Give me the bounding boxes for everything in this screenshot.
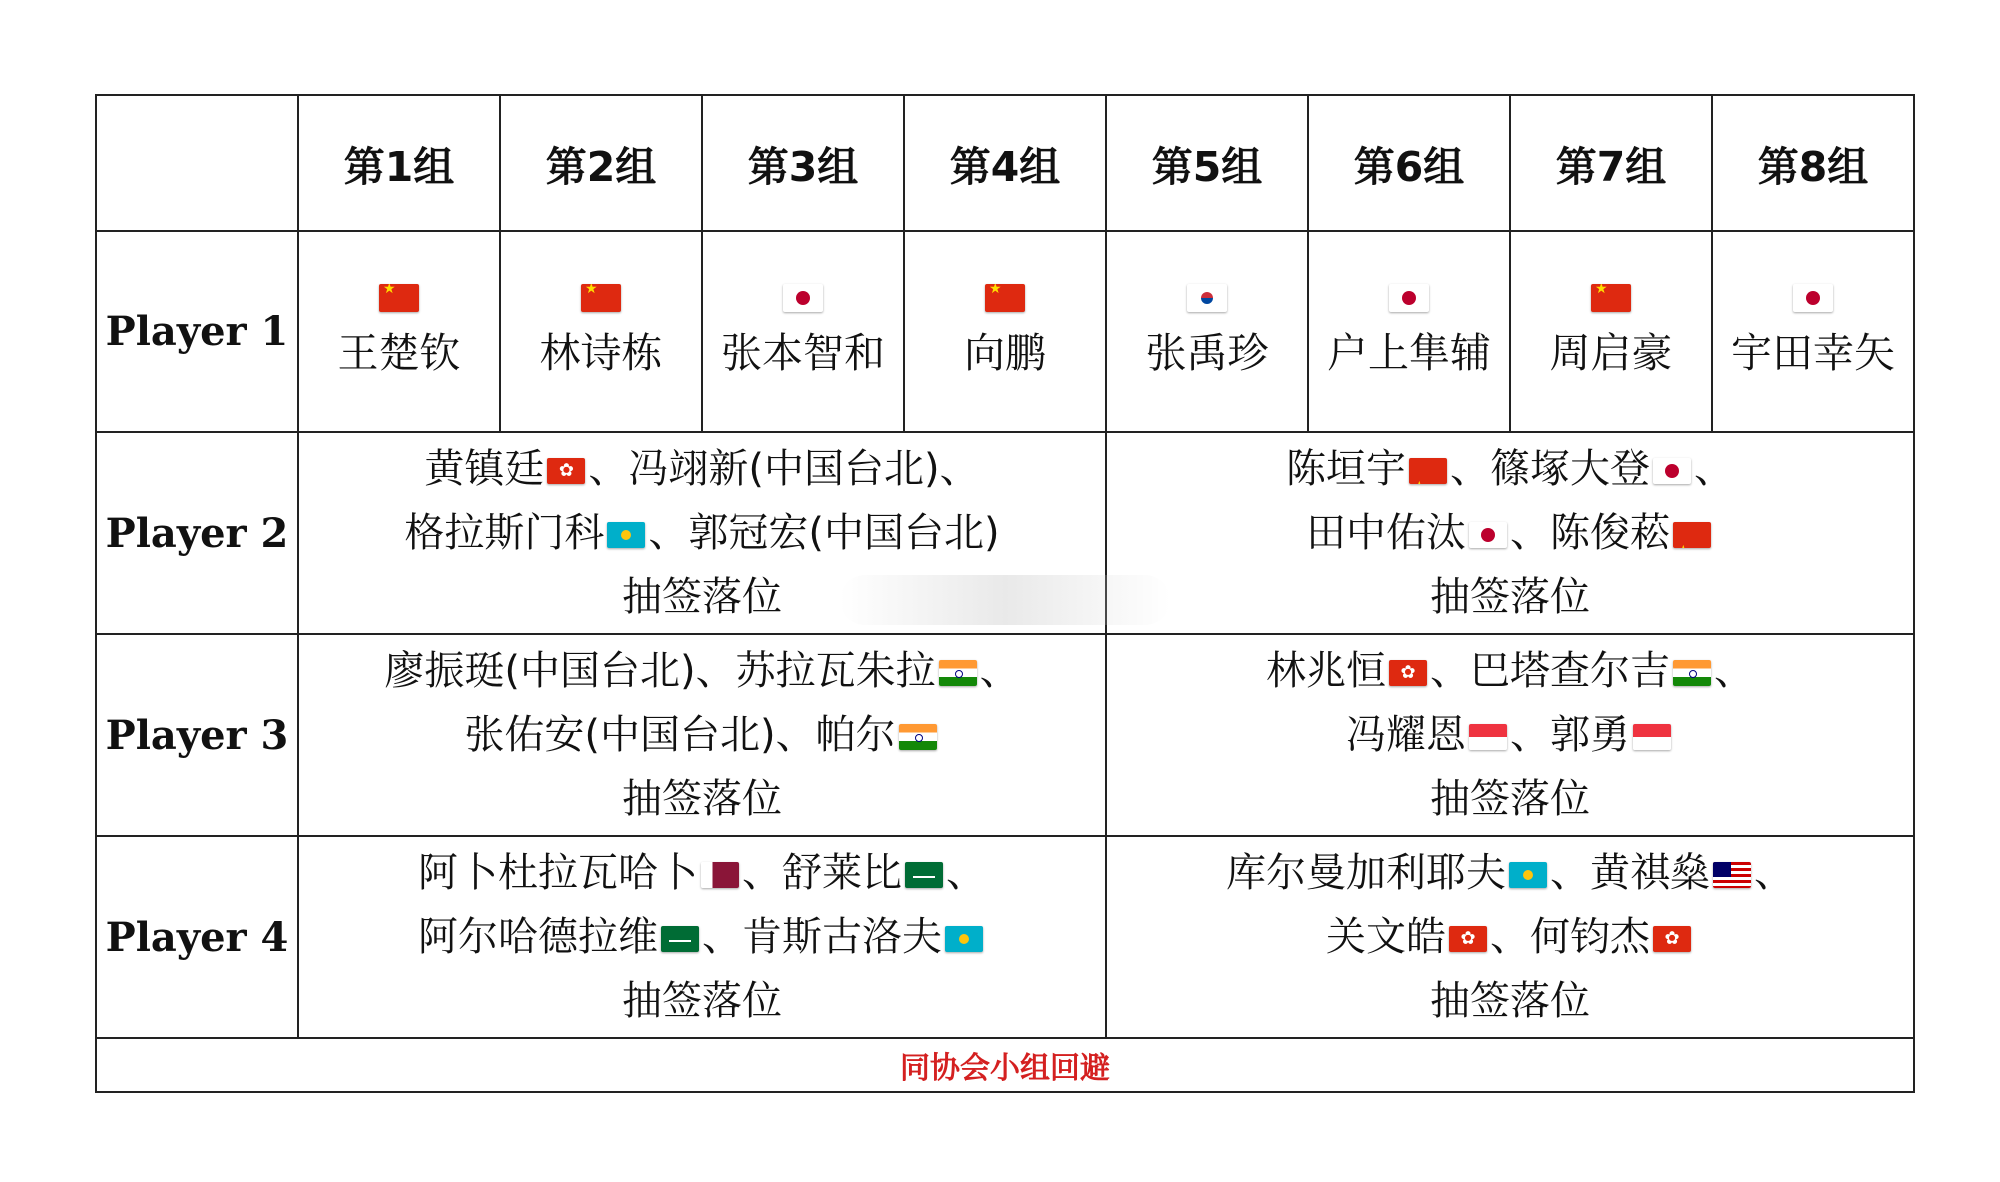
group-header: 第1组 bbox=[298, 95, 500, 231]
player-name: 张禹珍 bbox=[1145, 329, 1269, 377]
text-segment: 、冯翊新(中国台北)、 bbox=[588, 446, 980, 492]
china-flag-icon bbox=[581, 284, 621, 312]
hong-kong-flag-icon bbox=[547, 458, 585, 484]
malaysia-flag-icon bbox=[1713, 862, 1751, 888]
player1-cell bbox=[904, 231, 1106, 432]
text-segment: 林兆恒 bbox=[1266, 648, 1386, 694]
player-name: 周启豪 bbox=[1549, 329, 1673, 377]
row-label-player4: Player 4 bbox=[96, 836, 298, 1038]
draw-placement-text: 抽签落位 bbox=[1430, 776, 1590, 822]
player1-cell bbox=[298, 231, 500, 432]
player1-row bbox=[96, 231, 1914, 432]
text-segment: 田中佑汰 bbox=[1306, 510, 1466, 556]
group-header: 第4组 bbox=[904, 95, 1106, 231]
row-label-player2: Player 2 bbox=[96, 432, 298, 634]
player1-cell bbox=[1308, 231, 1510, 432]
text-segment: 、黄祺燊 bbox=[1550, 850, 1710, 896]
text-segment: 廖振珽(中国台北)、苏拉瓦朱拉 bbox=[384, 648, 936, 694]
hong-kong-flag-icon bbox=[1653, 926, 1691, 952]
player-name: 户上隼辅 bbox=[1327, 329, 1491, 377]
japan-flag-icon bbox=[783, 284, 823, 312]
text-segment: 张佑安(中国台北)、帕尔 bbox=[464, 712, 896, 758]
qatar-flag-icon bbox=[701, 862, 739, 888]
text-segment: 、 bbox=[1714, 648, 1754, 694]
china-flag-icon bbox=[1409, 458, 1447, 484]
draw-placement-text: 抽签落位 bbox=[1430, 978, 1590, 1024]
player1-cell bbox=[500, 231, 702, 432]
player4-left-cell bbox=[298, 836, 1106, 1038]
kazakhstan-flag-icon bbox=[1509, 862, 1547, 888]
text-segment: 、何钧杰 bbox=[1490, 914, 1650, 960]
saudi-arabia-flag-icon bbox=[905, 862, 943, 888]
india-flag-icon bbox=[1673, 660, 1711, 686]
header-row bbox=[96, 95, 1914, 231]
kazakhstan-flag-icon bbox=[607, 522, 645, 548]
china-flag-icon bbox=[1673, 522, 1711, 548]
draw-placement-text: 抽签落位 bbox=[622, 978, 782, 1024]
text-segment: 、巴塔查尔吉 bbox=[1430, 648, 1670, 694]
kazakhstan-flag-icon bbox=[945, 926, 983, 952]
watermark-blur bbox=[840, 575, 1170, 625]
china-flag-icon bbox=[1591, 284, 1631, 312]
text-segment: 、篠塚大登 bbox=[1450, 446, 1650, 492]
group-header: 第3组 bbox=[702, 95, 904, 231]
japan-flag-icon bbox=[1469, 522, 1507, 548]
text-segment: 阿卜杜拉瓦哈卜 bbox=[418, 850, 698, 896]
saudi-arabia-flag-icon bbox=[661, 926, 699, 952]
japan-flag-icon bbox=[1389, 284, 1429, 312]
draw-placement-text: 抽签落位 bbox=[1430, 574, 1590, 620]
china-flag-icon bbox=[985, 284, 1025, 312]
group-header: 第5组 bbox=[1106, 95, 1308, 231]
text-segment: 、 bbox=[1694, 446, 1734, 492]
text-segment: 、 bbox=[979, 648, 1020, 694]
footer-note-cell bbox=[96, 1038, 1914, 1092]
association-avoidance-note: 同协会小组回避 bbox=[900, 1051, 1110, 1086]
player-name: 向鹏 bbox=[964, 329, 1046, 377]
group-header: 第8组 bbox=[1712, 95, 1914, 231]
text-segment: 、陈俊菘 bbox=[1510, 510, 1670, 556]
india-flag-icon bbox=[939, 660, 977, 686]
row-label-player1: Player 1 bbox=[96, 231, 298, 432]
player4-right-cell bbox=[1106, 836, 1914, 1038]
player1-cell bbox=[1510, 231, 1712, 432]
text-segment: 格拉斯门科 bbox=[404, 510, 605, 556]
player-name: 宇田幸矢 bbox=[1731, 329, 1895, 377]
text-segment: 、肯斯古洛夫 bbox=[702, 914, 942, 960]
hong-kong-flag-icon bbox=[1389, 660, 1427, 686]
player3-row bbox=[96, 634, 1914, 836]
text-segment: 、郭勇 bbox=[1510, 712, 1630, 758]
text-segment: 阿尔哈德拉维 bbox=[418, 914, 658, 960]
player-name: 王楚钦 bbox=[337, 329, 461, 377]
player-name: 林诗栋 bbox=[539, 329, 663, 377]
text-segment: 陈垣宇 bbox=[1286, 446, 1406, 492]
group-header: 第2组 bbox=[500, 95, 702, 231]
text-segment: 黄镇廷 bbox=[424, 446, 545, 492]
player1-cell bbox=[1712, 231, 1914, 432]
text-segment: 、舒莱比 bbox=[742, 850, 902, 896]
text-segment: 关文皓 bbox=[1326, 914, 1446, 960]
india-flag-icon bbox=[899, 724, 937, 750]
hong-kong-flag-icon bbox=[1449, 926, 1487, 952]
draw-placement-text: 抽签落位 bbox=[622, 776, 782, 822]
china-flag-icon bbox=[379, 284, 419, 312]
player4-row bbox=[96, 836, 1914, 1038]
text-segment: 、 bbox=[1754, 850, 1794, 896]
japan-flag-icon bbox=[1793, 284, 1833, 312]
text-segment: 、 bbox=[946, 850, 986, 896]
row-label-player3: Player 3 bbox=[96, 634, 298, 836]
singapore-flag-icon bbox=[1633, 724, 1671, 750]
text-segment: 、郭冠宏(中国台北) bbox=[648, 510, 1000, 556]
text-segment: 库尔曼加利耶夫 bbox=[1226, 850, 1506, 896]
south-korea-flag-icon bbox=[1187, 284, 1227, 312]
japan-flag-icon bbox=[1653, 458, 1691, 484]
draw-placement-text: 抽签落位 bbox=[622, 574, 782, 620]
player-name: 张本智和 bbox=[721, 329, 885, 377]
player3-left-cell bbox=[298, 634, 1106, 836]
footer-row bbox=[96, 1038, 1914, 1092]
group-header: 第6组 bbox=[1308, 95, 1510, 231]
player1-cell bbox=[702, 231, 904, 432]
player2-right-cell bbox=[1106, 432, 1914, 634]
player1-cell bbox=[1106, 231, 1308, 432]
corner-cell bbox=[96, 95, 298, 231]
player3-right-cell bbox=[1106, 634, 1914, 836]
text-segment: 冯耀恩 bbox=[1346, 712, 1466, 758]
singapore-flag-icon bbox=[1469, 724, 1507, 750]
group-header: 第7组 bbox=[1510, 95, 1712, 231]
